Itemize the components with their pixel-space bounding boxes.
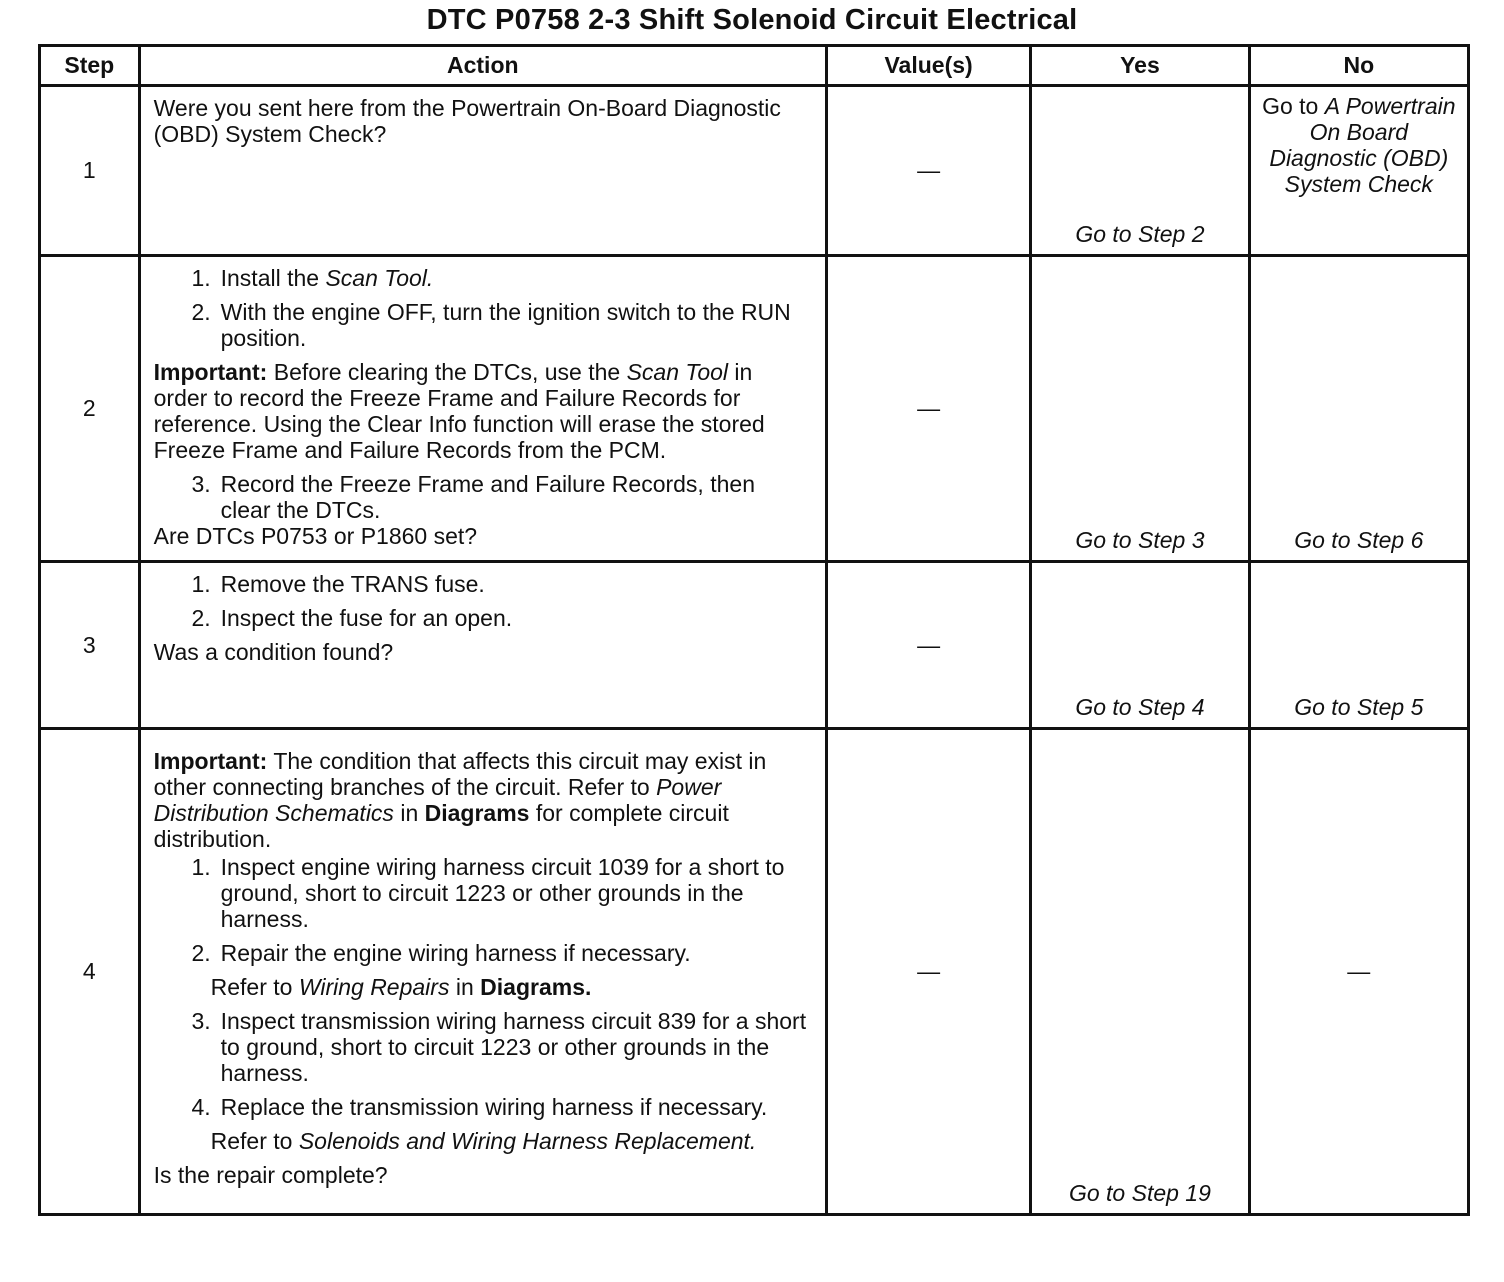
note-text: The condition that affects this circuit may exist in other connecting branches of the circuit. Refer to (153, 748, 767, 800)
header-yes: Yes (1031, 46, 1249, 86)
action-list (154, 471, 811, 523)
no-cell (1249, 256, 1468, 562)
ref-text: Refer to (210, 974, 299, 1000)
list-item (154, 1008, 811, 1086)
note-text: in (393, 800, 425, 826)
action-list (154, 265, 811, 359)
header-no: No (1249, 46, 1468, 86)
item-italic: Scan Tool. (325, 265, 434, 291)
action-question: Is the repair complete? (153, 1162, 388, 1188)
list-num: 3. (191, 471, 211, 497)
ref-text: Refer to (210, 1128, 299, 1154)
list-num: 4. (191, 1094, 211, 1120)
list-num: 1. (191, 571, 211, 597)
item-text: With the engine OFF, turn the ignition switch to the RUN position. (220, 299, 791, 351)
ref-bold: Diagrams. (480, 974, 592, 1000)
item-text: Install the (220, 265, 326, 291)
header-action: Action (139, 46, 826, 86)
action-question: Were you sent here from the Powertrain On-Board Diagnostic (OBD) System Check? (153, 95, 781, 147)
dash-mark: — (917, 958, 941, 984)
note-text: in order to record the Freeze Frame and Failure Records for reference. Using the Clear Info function will erase the stored Freeze Frame and Failure Records from the PCM. (153, 359, 765, 463)
important-label: Important: (153, 748, 268, 774)
action-cell (139, 256, 826, 562)
list-num: 2. (191, 299, 211, 325)
yes-cell (1031, 256, 1249, 562)
no-link[interactable]: Go to Step 6 (1294, 527, 1424, 553)
table-row (40, 562, 1469, 729)
list-item (154, 854, 811, 932)
dash-mark: — (1347, 958, 1371, 984)
table-row (40, 256, 1469, 562)
no-cell (1249, 86, 1468, 256)
value-cell (826, 86, 1030, 256)
item-text: Replace the transmission wiring harness if necessary. (220, 1094, 768, 1120)
table-row (40, 729, 1469, 1215)
list-item (154, 265, 811, 291)
list-item (154, 1094, 811, 1120)
no-link[interactable]: Go to Step 5 (1294, 694, 1424, 720)
note-text: for complete circuit distribution. (153, 800, 729, 852)
header-row (40, 46, 1469, 86)
yes-cell (1031, 729, 1249, 1215)
no-cell (1249, 562, 1468, 729)
dash-mark: — (917, 631, 941, 658)
value-cell (826, 562, 1030, 729)
yes-link[interactable]: Go to Step 3 (1075, 527, 1205, 553)
action-cell (139, 729, 826, 1215)
table-row (40, 86, 1469, 256)
yes-link[interactable]: Go to Step 4 (1075, 694, 1205, 720)
action-list (154, 854, 811, 974)
step-number: 1 (40, 86, 140, 256)
value-cell (826, 729, 1030, 1215)
important-label: Important: (153, 359, 268, 385)
note-bold: Diagrams (424, 800, 530, 826)
note-italic: Power Distribution Schematics (153, 774, 722, 826)
item-text: Record the Freeze Frame and Failure Records, then clear the DTCs. (220, 471, 755, 523)
page-title: DTC P0758 2-3 Shift Solenoid Circuit Electrical (426, 4, 1078, 36)
yes-link[interactable]: Go to Step 2 (1075, 221, 1205, 247)
item-text: Inspect engine wiring harness circuit 1039 for a short to ground, short to circuit 1223 or other grounds in the harness. (220, 854, 785, 932)
value-cell (826, 256, 1030, 562)
item-text: Remove the TRANS fuse. (220, 571, 485, 597)
list-item (154, 605, 811, 631)
list-num: 3. (191, 1008, 211, 1034)
action-question: Was a condition found? (153, 639, 394, 665)
step-number: 2 (40, 256, 140, 562)
action-question: Are DTCs P0753 or P1860 set? (153, 523, 478, 549)
item-text: Inspect transmission wiring harness circuit 839 for a short to ground, short to circuit 1223 or other grounds in the harness. (220, 1008, 807, 1086)
list-num: 2. (191, 940, 211, 966)
reference-line (211, 1128, 811, 1154)
action-list (154, 1008, 811, 1128)
dash-mark: — (917, 395, 941, 421)
yes-link[interactable]: Go to Step 19 (1068, 1180, 1211, 1206)
list-num: 2. (191, 605, 211, 631)
item-text: Repair the engine wiring harness if necessary. (220, 940, 691, 966)
no-link[interactable] (1251, 93, 1467, 197)
action-cell (139, 86, 826, 256)
no-cell (1249, 729, 1468, 1215)
list-item (154, 471, 811, 523)
list-num: 1. (191, 854, 211, 880)
yes-cell (1031, 86, 1249, 256)
header-step: Step (40, 46, 140, 86)
yes-cell (1031, 562, 1249, 729)
list-item (154, 940, 811, 966)
no-italic-ref: A Powertrain On Board Diagnostic (OBD) System Check (1269, 93, 1456, 197)
ref-italic: Wiring Repairs (298, 974, 450, 1000)
action-cell (139, 562, 826, 729)
dash-mark: — (917, 157, 941, 183)
step-number: 3 (40, 562, 140, 729)
list-item (154, 299, 811, 351)
item-text: Inspect the fuse for an open. (220, 605, 513, 631)
no-prefix: Go to (1262, 93, 1325, 119)
list-item (154, 571, 811, 597)
note-text: Before clearing the DTCs, use the (267, 359, 627, 385)
diagnostic-table (38, 44, 1470, 1216)
step-number: 4 (40, 729, 140, 1215)
ref-text: in (449, 974, 481, 1000)
action-list (154, 571, 811, 639)
important-note (154, 359, 811, 463)
ref-italic: Solenoids and Wiring Harness Replacement. (298, 1128, 757, 1154)
header-values: Value(s) (826, 46, 1030, 86)
important-note (154, 748, 811, 852)
note-italic: Scan Tool (626, 359, 729, 385)
reference-line (211, 974, 811, 1000)
list-num: 1. (191, 265, 211, 291)
